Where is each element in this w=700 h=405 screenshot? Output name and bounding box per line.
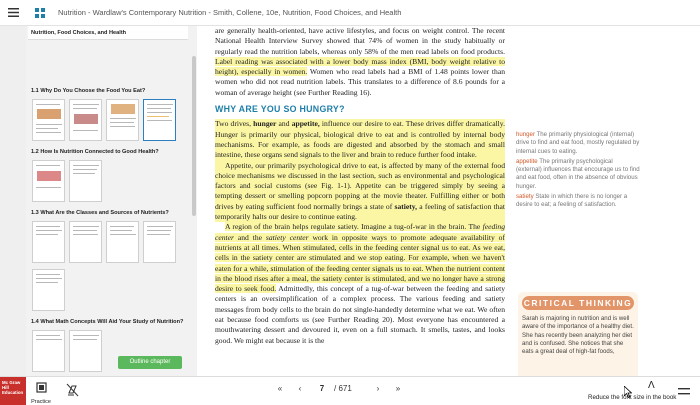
toc-section-title[interactable]: Nutrition, Food Choices, and Health bbox=[28, 26, 188, 40]
thumbnail-row bbox=[28, 219, 188, 267]
paragraph-appetite[interactable]: Appetite, our primarily psychological drive to eat, is affected by many of the external food choice mechanisms we discussed in the last section, such as environmental and psychological factors and social customs (see Fig. 1-1). Appetite can be triggered simply by seeing a tempting dessert or smelling popcorn popping at the movie theater. Fulfilling either or both drives by eating sufficient food normally brings a state of satiety, a feeling of satisfaction that temporarily halts our desire to continue eating. bbox=[215, 160, 505, 222]
highlighted-text[interactable]: Label reading was associated with a lower body mass index (BMI, body weight relative to height), especially in women. bbox=[215, 56, 505, 77]
page-navigator bbox=[270, 384, 408, 393]
page-thumbnail[interactable] bbox=[69, 330, 102, 372]
intro-paragraph: are generally health-oriented, have active lifestyles, and focus on weight control. The recent National Health Interview Survey showed that 74% of women in the study habitually or regularly read the nutrition labels, whereas only 58% of the men read labels on food products. Label reading was associated with a lower body mass index (BMI, body weight relative to height), especially in women. Women who read labels had a BMI of 1.48 points lower than women who did not read nutrition labels. This translates to a difference of 8.6 pounds for a woman of average height (see Further Reading 16). bbox=[215, 26, 506, 97]
current-page-input[interactable]: 7 bbox=[319, 384, 325, 393]
outline-chapter-button[interactable]: Outline chapter bbox=[118, 356, 182, 369]
toc-section-title[interactable]: 1.4 What Math Concepts Will Aid Your Study of Nutrition? bbox=[31, 319, 184, 325]
margin-glossary bbox=[516, 131, 640, 212]
bottom-toolbar bbox=[0, 376, 700, 404]
page-thumbnail[interactable] bbox=[106, 221, 139, 263]
publisher-logo: Mc Graw Hill Education bbox=[0, 377, 26, 405]
practice-button[interactable] bbox=[30, 380, 52, 405]
glossary-entry: satiety State in which there is no longer a desire to eat; a feeling of satisfaction. bbox=[516, 193, 628, 209]
page-thumbnail[interactable] bbox=[32, 99, 65, 141]
page-thumbnail[interactable] bbox=[69, 221, 102, 263]
notes-off-icon[interactable] bbox=[66, 383, 79, 402]
page-thumbnail[interactable] bbox=[32, 221, 65, 263]
increase-font-button[interactable]: Λ bbox=[648, 380, 655, 391]
critical-thinking-body: Sarah is majoring in nutrition and is well aware of the importance of a healthy diet. She has recently been analyzing her diet and is confused. She notices that she eats a great deal of high-fat foods, bbox=[522, 315, 634, 356]
main-text-column bbox=[215, 26, 505, 346]
last-page-button[interactable]: » bbox=[395, 384, 401, 393]
sidebar-scrollbar[interactable] bbox=[192, 56, 196, 216]
reading-menu-icon[interactable] bbox=[678, 383, 690, 401]
page-thumbnail[interactable] bbox=[32, 269, 65, 311]
thumbnail-row bbox=[28, 97, 188, 145]
toc-sidebar bbox=[0, 26, 197, 376]
page-thumbnail-selected[interactable] bbox=[143, 99, 176, 141]
practice-icon bbox=[36, 382, 47, 393]
page-thumbnail[interactable] bbox=[69, 160, 102, 202]
critical-thinking-box bbox=[518, 292, 638, 376]
page-thumbnail[interactable] bbox=[32, 330, 65, 372]
toc-list bbox=[28, 26, 188, 376]
critical-thinking-heading: CRITICAL THINKING bbox=[523, 298, 633, 308]
toc-section-title[interactable]: 1.2 How Is Nutrition Connected to Good Health? bbox=[31, 149, 159, 155]
paragraph-hunger[interactable]: Two drives, hunger and appetite, influence our desire to eat. These drives differ dramatically. Hunger is primarily our physical, biological drive to eat and is controlled by internal body mechanisms. For example, as foods are digested and absorbed by the stomach and small intestine, these organs send signals to the liver and brain to reduce further food intake. bbox=[215, 119, 505, 160]
practice-label: Practice bbox=[31, 399, 51, 405]
total-pages: / 671 bbox=[334, 384, 352, 393]
sidebar-rail bbox=[0, 26, 26, 376]
book-page bbox=[198, 26, 700, 376]
page-thumbnail[interactable] bbox=[143, 221, 176, 263]
page-thumbnail[interactable] bbox=[32, 160, 65, 202]
book-title: Nutrition - Wardlaw's Contemporary Nutrition - Smith, Collene, 10e, Nutrition, Food Choices, and Health bbox=[58, 8, 402, 17]
first-page-button[interactable]: « bbox=[277, 384, 283, 393]
section-heading: WHY ARE YOU SO HUNGRY? bbox=[215, 104, 345, 115]
page-thumbnail[interactable] bbox=[69, 99, 102, 141]
paragraph-satiety: A region of the brain helps regulate satiety. Imagine a tug-of-war in the brain. The feeding center and the satiety center work in opposite ways to promote adequate availability of nutrients at all times. When stimulated, cells in the feeding center signal us to eat. As we eat, cells in the satiety center are stimulated and we stop eating. For example, when we haven't eaten for a while, stimulation of the feeding center signals us to eat. When the nutrient content in the blood rises after a meal, the satiety center is stimulated, and we no longer have a strong desire to seek food. Admittedly, this concept of a tug-of-war between the feeding and satiety centers is an oversimplification of a complex process. The various feeding and satiety messages from body cells to the brain do not single-handedly determine what we eat. We often eat because food comforts us (see Further Reading 20). Most everyone has encountered a mouthwatering dessert and devoured it, even on a full stomach. It smells, tastes, and looks good. We might eat because it is the bbox=[215, 222, 506, 345]
previous-page-button[interactable]: ‹ bbox=[298, 384, 302, 393]
thumbnail-row bbox=[28, 158, 188, 206]
app-grid-icon[interactable] bbox=[26, 0, 54, 26]
glossary-entry: hunger The primarily physiological (internal) drive to find and eat food, mostly regulated by internal cues to eating. bbox=[516, 131, 640, 155]
thumbnail-row bbox=[28, 267, 188, 315]
hamburger-menu-icon[interactable] bbox=[0, 0, 26, 26]
top-bar bbox=[0, 0, 700, 26]
page-thumbnail[interactable] bbox=[106, 99, 139, 141]
toc-section-title[interactable]: 1.1 Why Do You Choose the Food You Eat? bbox=[31, 88, 146, 94]
toc-section-title[interactable]: 1.3 What Are the Classes and Sources of Nutrients? bbox=[31, 210, 169, 216]
reduce-font-tooltip: Reduce the font size in the book bbox=[588, 394, 677, 401]
glossary-entry: appetite The primarily psychological (external) influences that encourage us to find and eat food, often in the absence of obvious hunger. bbox=[516, 157, 640, 190]
next-page-button[interactable]: › bbox=[376, 384, 380, 393]
